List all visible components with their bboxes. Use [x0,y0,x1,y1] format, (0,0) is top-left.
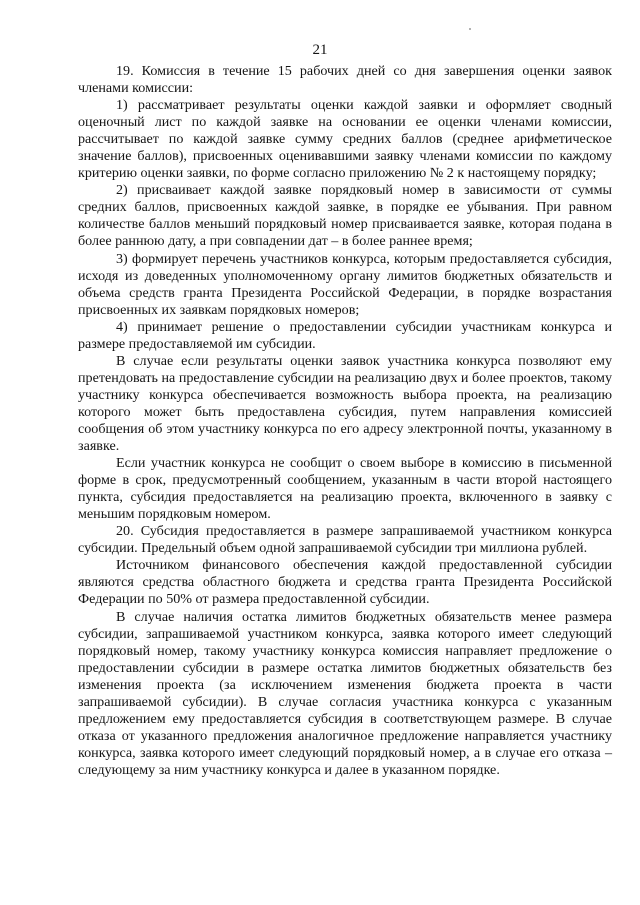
page-number: 21 [312,42,328,58]
paragraph-19-item-1: 1) рассматривает результаты оценки каждой заявки и оформляет сводный оценочный лист по каждой заявке на основании ее оценки членами комиссии, рассчитывает по каждой заявке сумму средних баллов (среднее арифметическое значение баллов), присвоенных оценивавшими заявку членами комиссии по каждому критерию оценки заявки, по форме согласно приложению № 2 к настоящему порядку; [78,97,612,182]
paragraph-remaining-limits: В случае наличия остатка лимитов бюджетных обязательств менее размера субсидии, запрашиваемой участником конкурса, заявка которого имеет следующий порядковый номер, такому участнику конкурса комиссия направляет предложение о предоставлении субсидии в размере остатка лимитов бюджетных обязательств без изменения проекта (за исключением изменения бюджета проекта в части запрашиваемой субсидии). В случае согласия участника конкурса с указанным предложением ему предоставляется субсидия в соответствующем размере. В случае отказа от указанного предложения аналогичное предложение направляется участнику конкурса, заявка которого имеет следующий порядковый номер, а в случае его отказа – следующему за ним участнику конкурса и далее в указанном порядке. [78,608,612,778]
paragraph-19-intro: 19. Комиссия в течение 15 рабочих дней со дня завершения оценки заявок членами комиссии: [78,63,612,97]
paragraph-19-item-3: 3) формирует перечень участников конкурса, которым предоставляется субсидия, исходя из доведенных уполномоченному органу лимитов бюджетных обязательств и объема средств гранта Президента Российской Федерации, в порядке возрастания присвоенных их заявкам порядковых номеров; [78,250,612,318]
paragraph-choice-of-project: В случае если результаты оценки заявок участника конкурса позволяют ему претендовать на предоставление субсидии на реализацию двух и более проектов, такому участнику конкурса обеспечивается возможность выбора проекта, на реализацию которого может быть предоставлена субсидия, путем направления комиссией сообщения об этом участнику конкурса по его адресу электронной почты, указанному в заявке. [78,352,612,455]
paragraph-no-choice: Если участник конкурса не сообщит о своем выборе в комиссию в письменной форме в срок, предусмотренный сообщением, указанным в части второй настоящего пункта, субсидия предоставляется на реализацию проекта, включенного в заявку с меньшим порядковым номером. [78,455,612,523]
paragraph-19-item-4: 4) принимает решение о предоставлении субсидии участникам конкурса и размере предоставляемой им субсидии. [78,318,612,352]
document-body [78,63,612,779]
paragraph-funding-source: Источником финансового обеспечения каждой предоставленной субсидии являются средства областного бюджета и средства гранта Президента Российской Федерации по 50% от размера предоставленной субсидии. [78,557,612,608]
scan-speck [469,28,471,30]
paragraph-20-amount: 20. Субсидия предоставляется в размере запрашиваемой участником конкурса субсидии. Предельный объем одной запрашиваемой субсидии три миллиона рублей. [78,523,612,557]
paragraph-19-item-2: 2) присваивает каждой заявке порядковый номер в зависимости от суммы средних баллов, присвоенных каждой заявке, в порядке ее убывания. При равном количестве баллов меньший порядковый номер присваивается заявке, которая подана в более раннюю дату, а при совпадении дат – в более раннее время; [78,182,612,250]
